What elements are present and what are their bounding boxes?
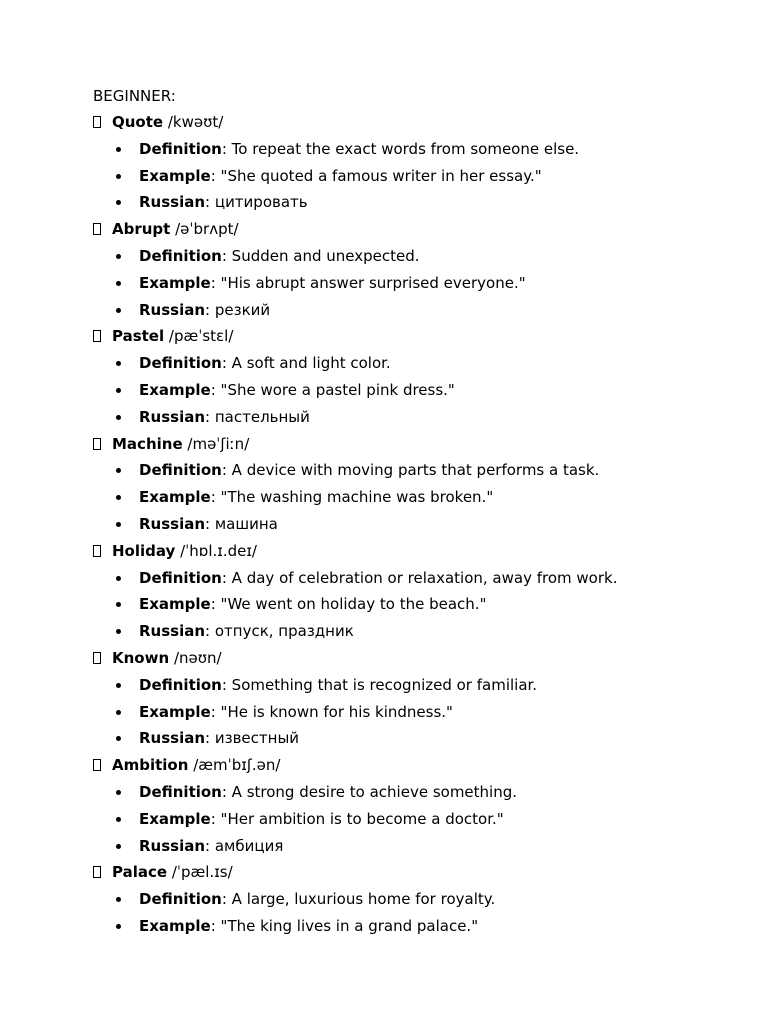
definition-item-label: Definition <box>139 782 222 801</box>
definition-item-text <box>139 246 420 267</box>
vocab-word-pronunciation: /nəʊn/ <box>173 648 222 667</box>
bullet-icon <box>116 522 121 527</box>
example-item-value: : "She wore a pastel pink dress." <box>210 380 455 399</box>
example-item-text <box>139 702 453 723</box>
example-item-value: : "We went on holiday to the beach." <box>210 595 487 614</box>
definition-item-text <box>139 675 537 696</box>
missing-glyph-icon <box>93 116 101 128</box>
bullet-icon <box>116 683 121 688</box>
russian-translation-item-text <box>139 300 270 321</box>
definition-item-value: : A soft and light color. <box>221 354 391 373</box>
example-item <box>93 487 753 508</box>
example-item <box>93 809 753 830</box>
example-item <box>93 273 753 294</box>
definition-item <box>93 675 753 696</box>
bullet-icon <box>116 281 121 286</box>
bullet-icon <box>116 710 121 715</box>
definition-item <box>93 353 753 374</box>
bullet-icon <box>116 817 121 822</box>
bullet-icon <box>116 924 121 929</box>
vocab-word <box>112 541 257 562</box>
vocab-details-list <box>93 675 753 750</box>
russian-translation-item-label: Russian <box>139 622 206 641</box>
vocab-details-list <box>93 246 753 321</box>
definition-item <box>93 889 753 910</box>
definition-item-text <box>139 353 391 374</box>
example-item-label: Example <box>139 595 211 614</box>
vocab-word-pronunciation: /ˈpæl.ɪs/ <box>171 863 233 882</box>
example-item-value: : "His abrupt answer surprised everyone." <box>210 273 526 292</box>
definition-item-label: Definition <box>139 675 222 694</box>
example-item-label: Example <box>139 488 211 507</box>
example-item <box>93 702 753 723</box>
russian-translation-item-label: Russian <box>139 407 206 426</box>
example-item-value: : "She quoted a famous writer in her essay." <box>210 166 542 185</box>
russian-translation-item <box>93 728 753 749</box>
example-item <box>93 594 753 615</box>
definition-item-value: : Something that is recognized or familiar. <box>221 675 538 694</box>
bullet-icon <box>116 361 121 366</box>
vocab-word-pronunciation: /æmˈbɪʃ.ən/ <box>193 756 281 775</box>
russian-translation-item-text <box>139 728 299 749</box>
russian-translation-item-text <box>139 407 310 428</box>
vocab-word-pronunciation: /əˈbrʌpt/ <box>175 220 239 239</box>
vocab-word-term: Machine <box>112 434 183 453</box>
vocab-word <box>112 112 223 133</box>
russian-translation-item <box>93 621 753 642</box>
russian-translation-item-value: : машина <box>205 514 278 533</box>
vocab-details-list <box>93 353 753 428</box>
definition-item-text <box>139 568 617 589</box>
vocab-word-line <box>93 755 753 776</box>
vocab-word-pronunciation: /ˈhɒl.ɪ.deɪ/ <box>180 541 257 560</box>
vocab-word-line <box>93 326 753 347</box>
example-item-label: Example <box>139 809 211 828</box>
vocab-word-line <box>93 434 753 455</box>
vocab-word-line <box>93 219 753 240</box>
missing-glyph-icon <box>93 438 101 450</box>
bullet-icon <box>116 200 121 205</box>
russian-translation-item-label: Russian <box>139 514 206 533</box>
russian-translation-item <box>93 514 753 535</box>
bullet-icon <box>116 147 121 152</box>
definition-item-value: : A day of celebration or relaxation, away from work. <box>221 568 618 587</box>
example-item-label: Example <box>139 166 211 185</box>
russian-translation-item <box>93 836 753 857</box>
example-item-label: Example <box>139 702 211 721</box>
missing-glyph-icon <box>93 759 101 771</box>
vocab-word-line <box>93 648 753 669</box>
bullet-icon <box>116 388 121 393</box>
example-item-label: Example <box>139 273 211 292</box>
bullet-icon <box>116 254 121 259</box>
russian-translation-item-text <box>139 192 308 213</box>
definition-item-label: Definition <box>139 890 222 909</box>
vocab-word-pronunciation: /kwəʊt/ <box>167 113 224 131</box>
russian-translation-item-label: Russian <box>139 300 206 319</box>
definition-item-value: : To repeat the exact words from someone else. <box>221 139 580 158</box>
vocab-word-term: Holiday <box>112 541 176 560</box>
definition-item-text <box>139 139 579 160</box>
example-item-label: Example <box>139 380 211 399</box>
example-item-text <box>139 166 542 187</box>
document-page <box>93 86 753 943</box>
vocab-word-term: Pastel <box>112 327 165 346</box>
vocab-word <box>112 862 233 883</box>
definition-item <box>93 460 753 481</box>
bullet-icon <box>116 415 121 420</box>
bullet-icon <box>116 174 121 179</box>
definition-item-text <box>139 460 599 481</box>
vocab-details-list <box>93 782 753 857</box>
russian-translation-item-value: : амбиция <box>205 836 284 855</box>
example-item-value: : "The king lives in a grand palace." <box>210 916 479 935</box>
definition-item-label: Definition <box>139 139 222 158</box>
russian-translation-item-value: : цитировать <box>205 193 308 212</box>
example-item-value: : "The washing machine was broken." <box>210 488 494 507</box>
vocab-word <box>112 326 233 347</box>
russian-translation-item-value: : резкий <box>205 300 271 319</box>
definition-item <box>93 139 753 160</box>
example-item-text <box>139 487 493 508</box>
vocab-word <box>112 755 280 776</box>
russian-translation-item <box>93 407 753 428</box>
vocab-word-pronunciation: /məˈʃiːn/ <box>187 434 250 453</box>
example-item-value: : "Her ambition is to become a doctor." <box>210 809 504 828</box>
example-item-text <box>139 809 504 830</box>
russian-translation-item-value: : отпуск, праздник <box>205 622 354 641</box>
bullet-icon <box>116 308 121 313</box>
russian-translation-item <box>93 300 753 321</box>
definition-item-value: : A strong desire to achieve something. <box>221 782 518 801</box>
definition-item-label: Definition <box>139 354 222 373</box>
russian-translation-item-value: : известный <box>205 729 300 748</box>
example-item <box>93 166 753 187</box>
russian-translation-item-text <box>139 514 278 535</box>
definition-item-value: : Sudden and unexpected. <box>221 246 420 265</box>
missing-glyph-icon <box>93 866 101 878</box>
bullet-icon <box>116 576 121 581</box>
vocab-details-list <box>93 889 753 937</box>
vocab-word-pronunciation: /pæˈstɛl/ <box>168 327 234 346</box>
bullet-icon <box>116 736 121 741</box>
example-item-text <box>139 380 455 401</box>
definition-item-value: : A device with moving parts that performs a task. <box>221 461 600 480</box>
example-item <box>93 916 753 937</box>
section-heading: BEGINNER: <box>93 87 176 105</box>
vocab-details-list <box>93 139 753 214</box>
bullet-icon <box>116 468 121 473</box>
vocab-word-term: Known <box>112 648 170 667</box>
vocab-word <box>112 219 239 240</box>
vocab-word-term: Ambition <box>112 756 189 775</box>
example-item-text <box>139 273 526 294</box>
definition-item <box>93 568 753 589</box>
vocab-word-line <box>93 541 753 562</box>
bullet-icon <box>116 629 121 634</box>
vocab-details-list <box>93 568 753 643</box>
missing-glyph-icon <box>93 330 101 342</box>
definition-item-label: Definition <box>139 568 222 587</box>
definition-item <box>93 782 753 803</box>
definition-item-text <box>139 782 517 803</box>
russian-translation-item-value: : пастельный <box>205 407 310 426</box>
example-item-label: Example <box>139 916 211 935</box>
missing-glyph-icon <box>93 545 101 557</box>
vocab-word <box>112 648 222 669</box>
example-item-value: : "He is known for his kindness." <box>210 702 453 721</box>
vocab-word <box>112 434 249 455</box>
vocab-word-line <box>93 862 753 883</box>
vocab-details-list <box>93 460 753 535</box>
vocabulary-list <box>93 112 753 937</box>
definition-item-label: Definition <box>139 246 222 265</box>
russian-translation-item-text <box>139 621 354 642</box>
vocab-word-term: Palace <box>112 863 168 882</box>
vocab-word-term: Abrupt <box>112 220 171 239</box>
russian-translation-item-label: Russian <box>139 193 206 212</box>
example-item-text <box>139 916 478 937</box>
vocab-word-line <box>93 112 753 133</box>
example-item-text <box>139 594 486 615</box>
bullet-icon <box>116 844 121 849</box>
definition-item <box>93 246 753 267</box>
bullet-icon <box>116 602 121 607</box>
bullet-icon <box>116 495 121 500</box>
russian-translation-item-label: Russian <box>139 729 206 748</box>
russian-translation-item <box>93 192 753 213</box>
russian-translation-item-label: Russian <box>139 836 206 855</box>
definition-item-value: : A large, luxurious home for royalty. <box>221 890 496 909</box>
vocab-word-term: Quote <box>112 113 164 131</box>
russian-translation-item-text <box>139 836 283 857</box>
missing-glyph-icon <box>93 223 101 235</box>
definition-item-text <box>139 889 495 910</box>
bullet-icon <box>116 790 121 795</box>
example-item <box>93 380 753 401</box>
definition-item-label: Definition <box>139 461 222 480</box>
bullet-icon <box>116 897 121 902</box>
missing-glyph-icon <box>93 652 101 664</box>
